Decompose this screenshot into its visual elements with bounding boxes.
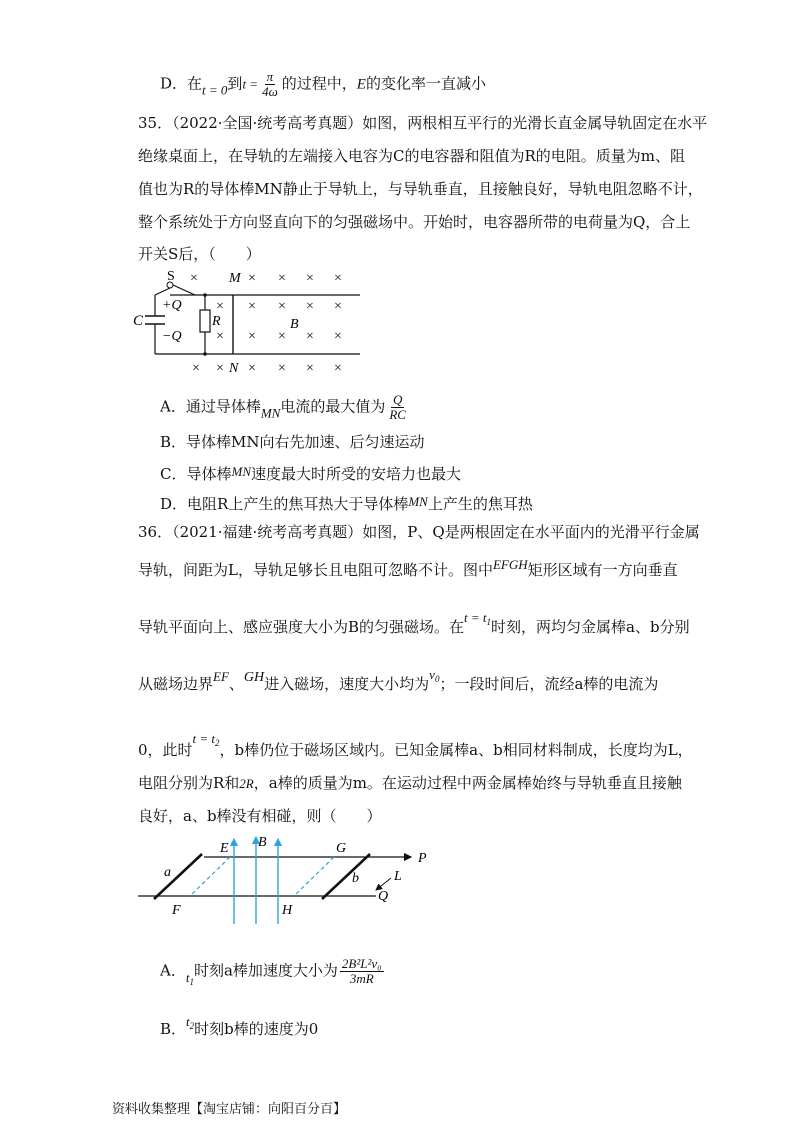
q35-label-b: B	[290, 317, 299, 332]
q36-line2-text: 导轨，间距为L，导轨足够长且电阻可忽略不计。图中	[138, 561, 493, 579]
q36-label-h: H	[282, 903, 293, 918]
q34-d-to: 到	[227, 74, 243, 93]
q35-cross: ×	[334, 271, 342, 286]
q36-a-t1-sub: 1	[189, 976, 194, 987]
q36-boundary-gh	[294, 857, 334, 896]
q36-t-eq-t1-main: t = t	[464, 610, 487, 625]
q36-stem-line2	[138, 555, 678, 580]
q36-t-eq-t2-main: t = t	[192, 731, 216, 746]
q36-label-b-rod: b	[352, 871, 359, 886]
q36-label-p: P	[418, 851, 427, 866]
q36-label-b: B	[258, 835, 267, 850]
q34-d-rest-a: 的过程中，	[281, 74, 357, 93]
q34-d-tlhs: t =	[242, 76, 259, 92]
q36-label-q: Q	[378, 889, 389, 904]
q35-label-plus-q: +Q	[162, 298, 182, 313]
q35-cross: ×	[306, 271, 314, 286]
q36-a-frac-den: 3mR	[349, 971, 374, 986]
q35-option-d	[160, 492, 533, 514]
q36-field-arrows	[234, 840, 278, 924]
q34-d-rest-b: 的变化率一直减小	[365, 74, 486, 93]
q35-cross: ×	[278, 361, 286, 374]
q36-b-label: B．	[160, 1020, 187, 1038]
q36-rod-a	[154, 854, 202, 899]
q35-cross: ×	[192, 361, 200, 374]
q36-t1-sub: 1	[486, 617, 492, 627]
q35-label-n: N	[229, 361, 239, 374]
q35-c-rest: 速度最大时所受的安培力也最大	[250, 465, 461, 483]
q35-a-fraction	[387, 393, 408, 422]
q36-label-a: a	[164, 865, 171, 880]
q36-t2-sub: 2	[215, 738, 220, 748]
q35-a-frac-den: RC	[389, 407, 406, 422]
q36-a-t1-main: t	[185, 969, 190, 985]
q35-cross: ×	[306, 299, 314, 314]
q35-stem-line1: 35．（2022·全国·统考高考真题）如图，两根相互平行的光滑长直金属导轨固定在水平	[138, 114, 708, 132]
q36-boundary-ef	[190, 857, 230, 896]
q35-option-b: B．导体棒MN向右先加速、后匀速运动	[160, 433, 425, 451]
q35-switch-arm	[173, 285, 195, 295]
q36-line3a-text: 导轨平面向上、感应强度大小为B的匀强磁场。在	[138, 618, 465, 636]
q35-node-bottom	[203, 352, 207, 356]
q35-label-m: M	[229, 271, 241, 286]
q36-a-t1	[186, 970, 194, 985]
q35-a-mid: 电流的最大值为	[280, 397, 386, 416]
q36-label-l: L	[394, 869, 402, 884]
q36-a-frac-num: 2B²L²v₀	[341, 956, 382, 971]
q35-cross: ×	[216, 329, 224, 344]
page-footer: 资料收集整理【淘宝店铺：向阳百分百】	[112, 1102, 347, 1117]
q35-stem-line2: 绝缘桌面上，在导轨的左端接入电容为C的电容器和阻值为R的电阻。质量为m、阻	[138, 147, 685, 165]
q35-d-label: D．电阻R上产生的焦耳热大于导体棒	[160, 495, 409, 513]
q36-rod-b	[322, 854, 370, 899]
q36-line5a-text: 0，此时	[138, 741, 193, 759]
q35-circuit-figure	[130, 262, 370, 374]
q35-stem-line3: 值也为R的导体棒MN静止于导轨上，与导轨垂直，且接触良好，导轨电阻忽略不计，	[138, 180, 703, 198]
q35-label-s: S	[167, 269, 175, 284]
q35-label-r: R	[212, 314, 221, 329]
q36-line4c-text: ；一段时间后，流经a棒的电流为	[439, 675, 659, 693]
q36-b-t2-main: t	[186, 1014, 190, 1029]
q34-d-fraction	[260, 70, 280, 99]
q35-cross: ×	[306, 329, 314, 344]
q36-option-a	[160, 957, 386, 992]
q34-d-t0: t = 0	[202, 82, 228, 98]
q36-stem-line6	[138, 773, 682, 794]
q35-label-minus-q: −Q	[162, 329, 182, 344]
q36-v0-main: v	[429, 667, 435, 682]
q35-stem-line4: 整个系统处于方向竖直向下的匀强磁场中。开始时，电容器所带的电荷量为Q，合上	[138, 213, 691, 231]
q36-stem-line1: 36．（2021·福建·统考高考真题）如图，P、Q是两根固定在水平面内的光滑平行金属	[138, 523, 700, 541]
q35-cross: ×	[216, 299, 224, 314]
q36-label-e: E	[220, 841, 229, 856]
q35-cross: ×	[278, 299, 286, 314]
q36-stem-line5	[138, 729, 693, 760]
q36-stem-line3	[138, 608, 690, 637]
q36-line6a-text: 电阻分别为R和	[138, 774, 240, 792]
q34-d-frac-num: π	[266, 69, 274, 84]
q36-b-t2	[186, 1014, 194, 1029]
q36-gh: GH	[243, 670, 265, 685]
q35-switch-lead	[155, 288, 170, 295]
q36-stem-line7: 良好，a、b棒没有相碰，则（ ）	[138, 807, 382, 825]
q36-efgh: EFGH	[492, 557, 528, 572]
q35-cross: ×	[248, 271, 256, 286]
q35-a-mn: MN	[260, 405, 281, 421]
q35-stem-line5: 开关S后，（ ）	[138, 245, 261, 263]
q36-a-label: A．	[160, 961, 186, 980]
q36-t-eq-t2	[193, 731, 220, 746]
q36-sep: 、	[228, 675, 244, 693]
q35-cross: ×	[278, 271, 286, 286]
q36-option-b	[160, 1012, 318, 1039]
q36-label-g: G	[336, 841, 347, 856]
q35-cross: ×	[278, 329, 286, 344]
q35-cross: ×	[190, 271, 198, 286]
q35-cross: ×	[334, 361, 342, 374]
q34-d-label: D．在	[160, 74, 203, 93]
q36-rails-figure	[136, 832, 446, 924]
q36-2r: 2R	[239, 776, 254, 791]
q36-b-t2-sub: 2	[189, 1021, 195, 1031]
q36-label-f: F	[172, 903, 181, 918]
q36-line4a-text: 从磁场边界	[138, 675, 214, 693]
q35-cross: ×	[248, 361, 256, 374]
q36-v0	[429, 667, 439, 682]
q36-line4b-text: 进入磁场，速度大小均为	[264, 675, 430, 693]
q36-line2b-text: 矩形区域有一方向垂直	[527, 561, 678, 579]
q36-a-mid: 时刻a棒加速度大小为	[193, 961, 338, 980]
q35-option-a	[160, 393, 410, 424]
q34-d-frac-den: 4ω	[262, 84, 278, 99]
q36-ef: EF	[213, 669, 229, 684]
q35-a-frac-num: Q	[392, 392, 403, 407]
q36-line6b-text: ，a棒的质量为m。在运动过程中两金属棒始终与导轨垂直且接触	[253, 774, 682, 792]
q36-b-rest: 时刻b棒的速度为0	[194, 1020, 319, 1038]
q35-c-label: C．导体棒	[160, 465, 232, 483]
q36-v0-sub: 0	[434, 674, 440, 684]
q35-cross: ×	[334, 299, 342, 314]
q35-d-mn: MN	[408, 494, 428, 509]
q35-cross: ×	[248, 329, 256, 344]
q35-node-top	[203, 293, 207, 297]
q35-label-c: C	[133, 313, 144, 329]
q35-c-mn: MN	[231, 464, 251, 479]
q36-line5b-text: ，b棒仍位于磁场区域内。已知金属棒a、b相同材料制成，长度均为L，	[219, 741, 693, 759]
q36-stem-line4	[138, 665, 658, 694]
q34-d-E: E	[356, 76, 366, 93]
q35-option-c	[160, 462, 461, 484]
q35-a-label: A．通过导体棒	[160, 397, 261, 416]
q36-a-fraction	[340, 957, 384, 986]
q36-t-eq-t1	[464, 610, 491, 625]
q35-cross: ×	[334, 329, 342, 344]
q34-option-d	[160, 70, 486, 101]
q35-cross: ×	[216, 361, 224, 374]
q36-line3b-text: 时刻，两均匀金属棒a、b分别	[491, 618, 690, 636]
q35-cross: ×	[306, 361, 314, 374]
q35-d-rest: 上产生的焦耳热	[427, 495, 533, 513]
q35-resistor	[200, 310, 210, 332]
q35-cross: ×	[248, 299, 256, 314]
